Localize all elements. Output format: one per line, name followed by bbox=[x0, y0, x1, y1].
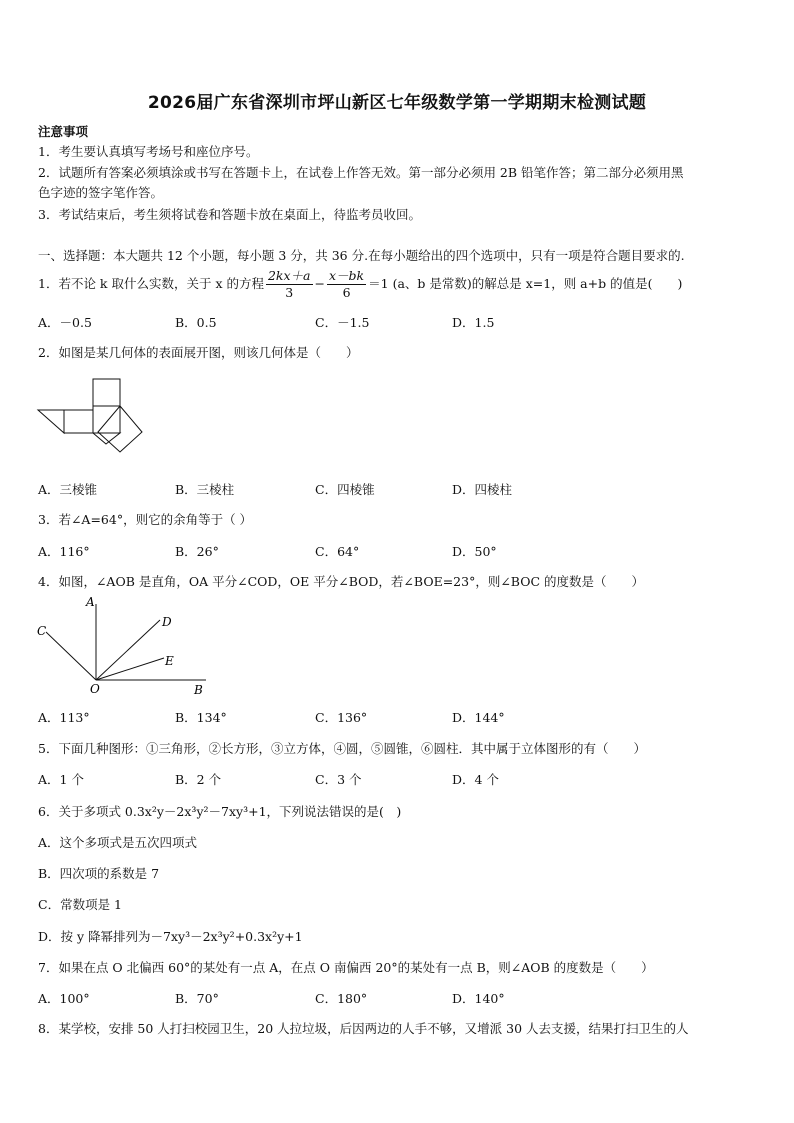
minus-sign: − bbox=[314, 275, 325, 291]
q6-option-d: D．按 y 降幂排列为－7xy³－2x³y²+0.3x²y+1 bbox=[38, 929, 303, 944]
question-2: 2．如图是某几何体的表面展开图，则该几何体是（ ） bbox=[38, 345, 359, 360]
fraction-1-numerator: 2kx＋a bbox=[267, 268, 311, 283]
q3-option-b: B．26° bbox=[175, 544, 219, 559]
question-6: 6．关于多项式 0.3x²y－2x³y²－7xy³+1，下列说法错误的是( ) bbox=[38, 804, 402, 819]
section-heading: 一、选择题：本大题共 12 个小题，每小题 3 分，共 36 分.在每小题给出的四个选项中，只有一项是符合题目要求的. bbox=[38, 248, 685, 263]
q6-option-a: A．这个多项式是五次四项式 bbox=[38, 835, 198, 850]
q2-option-c: C．四棱锥 bbox=[315, 482, 375, 497]
q6-option-b: B．四次项的系数是 7 bbox=[38, 866, 160, 881]
q5-option-a: A．1 个 bbox=[38, 772, 84, 787]
fraction-1 bbox=[266, 266, 313, 300]
fraction-2 bbox=[327, 266, 366, 300]
note-item: 色字迹的签字笔作答。 bbox=[38, 185, 164, 200]
q1-option-b: B．0.5 bbox=[175, 315, 217, 330]
q5-option-c: C．3 个 bbox=[315, 772, 362, 787]
ray-od bbox=[96, 620, 160, 680]
net-square-top bbox=[93, 379, 120, 406]
q3-option-a: A．116° bbox=[38, 544, 90, 559]
net-diagram bbox=[36, 374, 148, 456]
notes-heading: 注意事项 bbox=[38, 124, 89, 139]
q2-option-b: B．三棱柱 bbox=[175, 482, 235, 497]
q7-option-d: D．140° bbox=[452, 991, 505, 1006]
net-triangle-left bbox=[38, 410, 64, 433]
fraction-1-denominator: 3 bbox=[285, 285, 294, 300]
question-1 bbox=[38, 266, 682, 300]
q1-option-a: A．－0.5 bbox=[38, 315, 92, 330]
net-rect-left bbox=[64, 410, 93, 433]
q2-option-a: A．三棱锥 bbox=[38, 482, 98, 497]
q7-option-b: B．70° bbox=[175, 991, 219, 1006]
q2-option-d: D．四棱柱 bbox=[452, 482, 513, 497]
ray-oc bbox=[46, 632, 96, 680]
q7-option-a: A．100° bbox=[38, 991, 90, 1006]
q4-option-b: B．134° bbox=[175, 710, 227, 725]
angle-diagram bbox=[34, 592, 214, 700]
q4-option-c: C．136° bbox=[315, 710, 368, 725]
label-e: E bbox=[165, 654, 174, 668]
q1-option-c: C．－1.5 bbox=[315, 315, 370, 330]
question-5: 5．下面几种图形：①三角形，②长方形，③立方体，④圆，⑤圆锥，⑥圆柱．其中属于立体图形的有（ ） bbox=[38, 741, 646, 756]
q4-option-d: D．144° bbox=[452, 710, 505, 725]
label-o: O bbox=[90, 682, 100, 696]
fraction-2-denominator: 6 bbox=[342, 285, 351, 300]
label-a: A bbox=[86, 595, 95, 609]
question-1-prefix: 1．若不论 k 取什么实数，关于 x 的方程 bbox=[38, 276, 264, 291]
q5-option-d: D．4 个 bbox=[452, 772, 499, 787]
page-title: 2026届广东省深圳市坪山新区七年级数学第一学期期末检测试题 bbox=[147, 93, 647, 113]
q3-option-d: D．50° bbox=[452, 544, 497, 559]
label-c: C bbox=[37, 624, 47, 638]
q3-option-c: C．64° bbox=[315, 544, 360, 559]
q1-option-d: D．1.5 bbox=[452, 315, 495, 330]
note-item: 1．考生要认真填写考场号和座位序号。 bbox=[38, 144, 259, 159]
q7-option-c: C．180° bbox=[315, 991, 368, 1006]
ray-oe bbox=[96, 658, 164, 680]
question-7: 7．如果在点 O 北偏西 60°的某处有一点 A，在点 O 南偏西 20°的某处有一点 B，则∠AOB 的度数是（ ） bbox=[38, 960, 654, 975]
question-4: 4．如图，∠AOB 是直角，OA 平分∠COD，OE 平分∠BOD，若∠BOE=23°，则∠BOC 的度数是（ ） bbox=[38, 574, 644, 589]
question-1-suffix: ＝1 (a、b 是常数)的解总是 x=1，则 a+b 的值是( ) bbox=[368, 276, 683, 291]
q6-option-c: C．常数项是 1 bbox=[38, 897, 122, 912]
net-triangle-bottom bbox=[93, 433, 120, 444]
label-d: D bbox=[162, 615, 172, 629]
q4-option-a: A．113° bbox=[38, 710, 90, 725]
question-8: 8．某学校，安排 50 人打扫校园卫生，20 人拉垃圾，后因两边的人手不够，又增派 30 人去支援，结果打扫卫生的人 bbox=[38, 1021, 689, 1036]
question-3: 3．若∠A=64°，则它的余角等于（ ） bbox=[38, 512, 253, 527]
q5-option-b: B．2 个 bbox=[175, 772, 222, 787]
label-b: B bbox=[194, 683, 203, 697]
fraction-2-numerator: x－bk bbox=[329, 268, 365, 283]
note-item: 2．试题所有答案必须填涂或书写在答题卡上，在试卷上作答无效。第一部分必须用 2B 铅笔作答；第二部分必须用黑 bbox=[38, 165, 684, 180]
note-item: 3．考试结束后，考生须将试卷和答题卡放在桌面上，待监考员收回。 bbox=[38, 207, 421, 222]
